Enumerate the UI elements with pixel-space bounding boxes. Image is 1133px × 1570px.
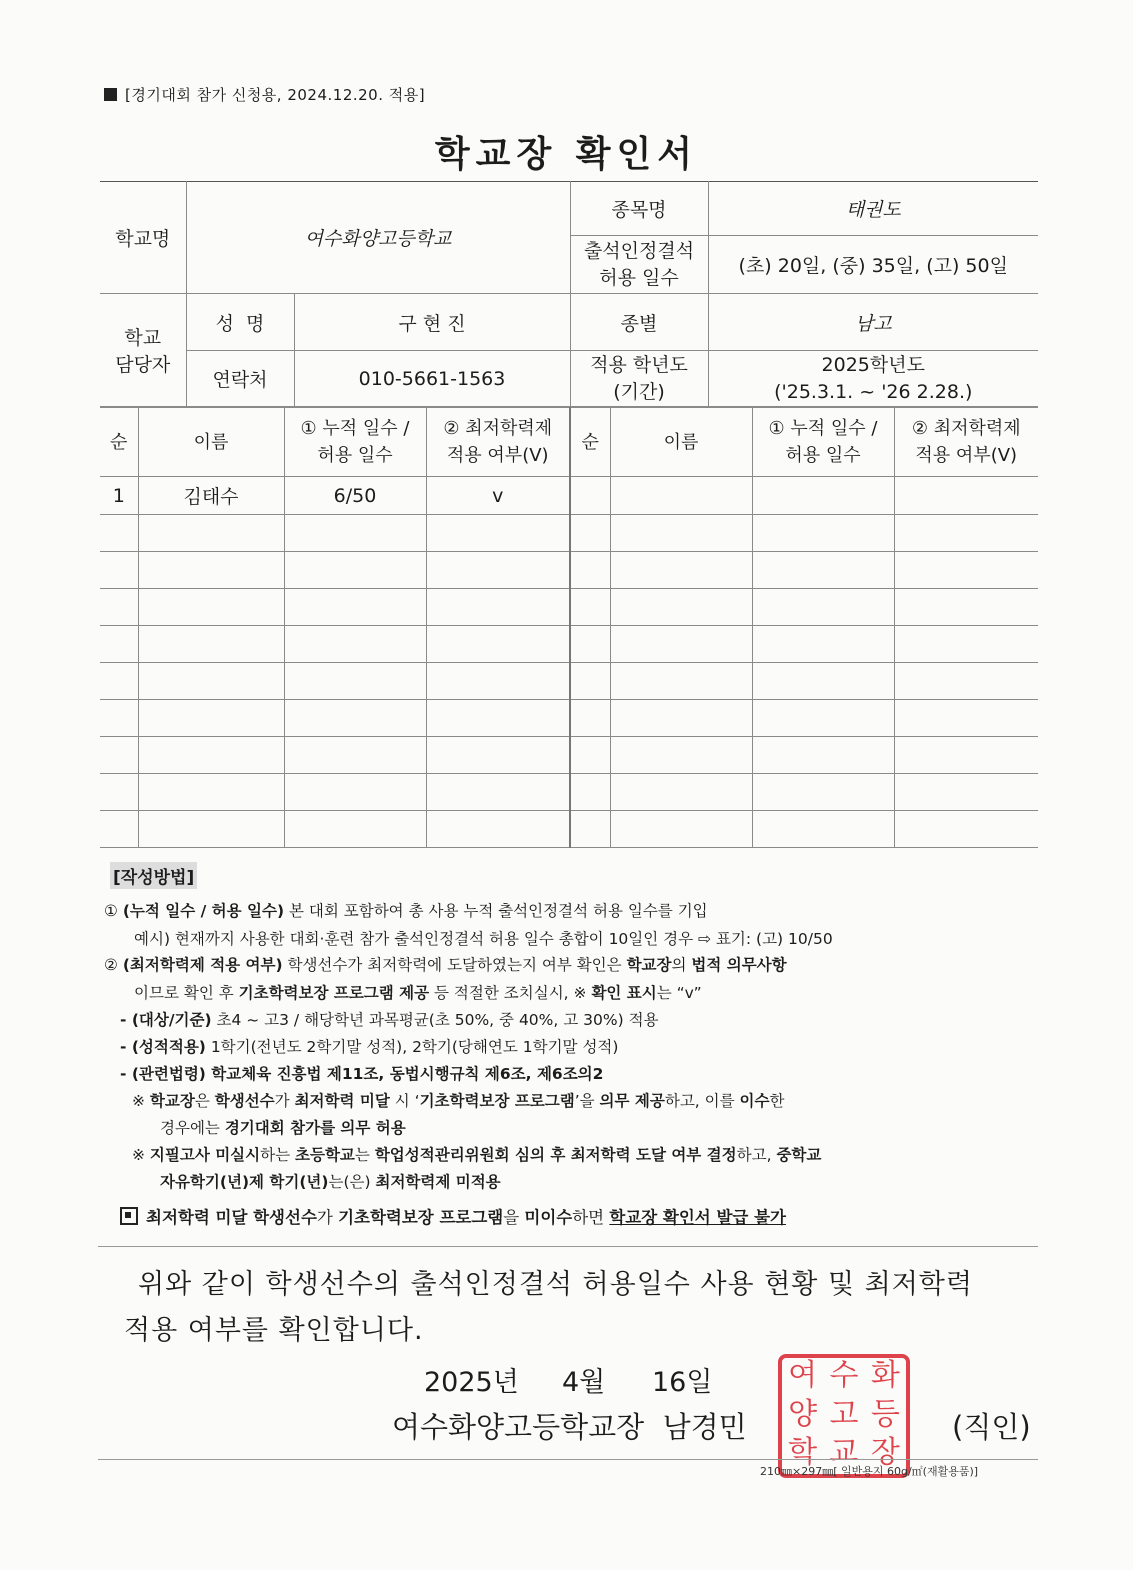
emphasis: 기초학력보장 프로그램 제공 (238, 984, 430, 1002)
text: 가 (274, 1092, 295, 1110)
contact-value: 010-5661-1563 (294, 351, 570, 407)
date-month: 4월 (562, 1367, 606, 1398)
confirmation-text (124, 1262, 1044, 1354)
header-days-2-line1: ① 누적 일수 / (768, 418, 878, 439)
cell (426, 811, 570, 848)
cell (752, 626, 894, 663)
header-min-line1: ② 최저학력제 (443, 418, 553, 439)
cell (100, 515, 138, 552)
cell (284, 700, 426, 737)
method-line-4 (134, 979, 702, 1007)
method-line-6 (120, 1033, 618, 1061)
manager-label-line2: 담당자 (115, 354, 171, 376)
emphasis: 학생선수 (214, 1092, 275, 1110)
emphasis-underlined: 학교장 확인서 발급 불가 (609, 1208, 786, 1227)
row-name: 김태수 (138, 477, 284, 515)
cell (570, 626, 610, 663)
table-row (100, 552, 1038, 589)
text: 본 대회 포함하여 총 사용 누적 출석인정결석 허용 일수를 기입 (284, 902, 708, 920)
method-line-8 (132, 1087, 784, 1115)
row-days: 6/50 (284, 477, 426, 515)
cell (138, 589, 284, 626)
cell (426, 515, 570, 552)
cell (610, 515, 752, 552)
row-name-2 (610, 477, 752, 515)
header-min (426, 408, 570, 477)
emphasis: 학업성적관리위원회 심의 후 최저학력 도달 여부 결정 (374, 1146, 737, 1164)
text: 는(은) (328, 1173, 376, 1191)
seal-char: 등 (870, 1396, 900, 1432)
cell (138, 515, 284, 552)
emphasis: 자유학기(년)제 학기(년) (160, 1173, 329, 1191)
row-min: v (426, 477, 570, 515)
emphasis: 지필고사 미실시 (149, 1146, 261, 1164)
emphasis: 법적 의무사항 (691, 956, 787, 974)
cell (284, 515, 426, 552)
emphasis: - (대상/기준) (120, 1011, 212, 1029)
emphasis: 경기대회 참가를 의무 허용 (224, 1119, 406, 1137)
cell (610, 811, 752, 848)
cell (894, 700, 1038, 737)
row-no-2 (570, 477, 610, 515)
header-name: 이름 (138, 408, 284, 477)
emphasis: 기초학력보장 프로그램 (338, 1208, 504, 1227)
header-min-2 (894, 408, 1038, 477)
cell (138, 737, 284, 774)
contact-label: 연락처 (186, 351, 294, 407)
table-row (100, 515, 1038, 552)
divider-bottom (98, 1459, 1038, 1460)
manager-label (100, 294, 186, 407)
row-days-2 (752, 477, 894, 515)
emphasis: 미이수 (524, 1208, 573, 1227)
table-row (100, 737, 1038, 774)
cell (894, 589, 1038, 626)
text: ※ (132, 1092, 150, 1110)
confirmation-line-1: 위와 같이 학생선수의 출석인정결석 허용일수 사용 현황 및 최저학력 (138, 1269, 973, 1300)
cell (570, 811, 610, 848)
cell (138, 774, 284, 811)
text: 하면 (572, 1208, 610, 1227)
cell (100, 626, 138, 663)
table-row (100, 700, 1038, 737)
cell (752, 811, 894, 848)
cell (894, 626, 1038, 663)
emphasis: 기초학력보장 프로그램 (419, 1092, 575, 1110)
table-row (100, 663, 1038, 700)
cell (284, 737, 426, 774)
attendance-value: (초) 20일, (중) 35일, (고) 50일 (708, 236, 1038, 294)
row-no: 1 (100, 477, 138, 515)
header-days-2 (752, 408, 894, 477)
text: 는 (354, 1146, 375, 1164)
year-value-line2: ('25.3.1. ~ '26 2.28.) (774, 380, 973, 403)
header-days-2-line2: 허용 일수 (785, 445, 861, 466)
text: 학생선수가 최저학력에 도달하였는지 여부 확인은 (282, 956, 627, 974)
seal-label: (직인) (952, 1410, 1031, 1444)
header-days-line1: ① 누적 일수 / (300, 418, 410, 439)
gender-value: 남고 (708, 294, 1038, 351)
emphasis: 중학교 (776, 1146, 822, 1164)
cell (426, 774, 570, 811)
text: 한 (769, 1092, 785, 1110)
emphasis: 학교장 (149, 1092, 195, 1110)
cell (752, 552, 894, 589)
cell (100, 700, 138, 737)
divider (98, 1246, 1038, 1247)
cell (894, 737, 1038, 774)
date-day: 16일 (652, 1367, 713, 1398)
cell (138, 663, 284, 700)
table-row (100, 811, 1038, 848)
cell (570, 737, 610, 774)
method-line-2: 예시) 현재까지 사용한 대회·훈련 참가 출석인정결석 허용 일수 총합이 10일인 경우 ⇨ 표기: (고) 10/50 (134, 930, 833, 948)
confirmation-line-2: 적용 여부를 확인합니다. (124, 1315, 424, 1346)
cell (100, 737, 138, 774)
cell (284, 774, 426, 811)
arrow-box-icon (120, 1207, 138, 1225)
cell (610, 663, 752, 700)
header-min-2-line2: 적용 여부(V) (915, 445, 1018, 466)
seal-char: 여 (788, 1358, 818, 1393)
row-min-2 (894, 477, 1038, 515)
attendance-label (570, 236, 708, 294)
text: 1학기(전년도 2학기말 성적), 2학기(당해연도 1학기말 성적) (205, 1038, 619, 1056)
emphasis: 의무 제공 (599, 1092, 665, 1110)
cell (894, 811, 1038, 848)
year-label (570, 351, 708, 407)
year-label-line2: (기간) (613, 380, 665, 403)
square-bullet-icon (104, 88, 117, 101)
cell (610, 737, 752, 774)
text: 은 (194, 1092, 215, 1110)
cell (100, 774, 138, 811)
table-row (100, 774, 1038, 811)
date-year: 2025년 (424, 1367, 519, 1398)
emphasis: - (성적적용) (120, 1038, 206, 1056)
text: 의 (671, 956, 692, 974)
method-line-3 (104, 951, 787, 979)
cell (426, 700, 570, 737)
cell (570, 552, 610, 589)
cell (100, 811, 138, 848)
seal-char: 학 (788, 1435, 818, 1471)
name-label: 성 명 (186, 294, 294, 351)
name-value: 구 현 진 (294, 294, 570, 351)
cell (894, 515, 1038, 552)
circled-number: ② (104, 956, 118, 974)
cell (610, 589, 752, 626)
cell (426, 552, 570, 589)
attendance-label-line2: 허용 일수 (599, 266, 679, 289)
text: 초4 ~ 고3 / 해당학년 과목평균(초 50%, 중 40%, 고 30%) 적용 (211, 1011, 659, 1029)
cell (570, 663, 610, 700)
cell (752, 663, 894, 700)
cell (138, 626, 284, 663)
cell (100, 552, 138, 589)
seal-char: 장 (870, 1435, 900, 1471)
method-line-9 (160, 1114, 406, 1142)
header-note-text: [경기대회 참가 신청용, 2024.12.20. 적용] (125, 86, 426, 104)
header-no-2: 순 (570, 408, 610, 477)
manager-label-line1: 학교 (124, 327, 162, 349)
cell (610, 626, 752, 663)
cell (894, 774, 1038, 811)
emphasis: 최저학력제 미적용 (375, 1173, 501, 1191)
list-header-row (100, 408, 1038, 477)
cell (284, 626, 426, 663)
text: 이므로 확인 후 (134, 984, 239, 1002)
header-min-line2: 적용 여부(V) (446, 445, 549, 466)
cell (138, 552, 284, 589)
emphasis: 최저학력 미달 (294, 1092, 390, 1110)
event-label: 종목명 (570, 182, 708, 236)
method-line-5 (120, 1006, 659, 1034)
cell (284, 552, 426, 589)
cell (426, 663, 570, 700)
cell (426, 626, 570, 663)
text: 시 ‘ (389, 1092, 420, 1110)
emphasis: (누적 일수 / 허용 일수) (122, 902, 285, 920)
cell (570, 700, 610, 737)
method-line-10 (132, 1141, 821, 1169)
gender-label: 종별 (570, 294, 708, 351)
cell (570, 774, 610, 811)
seal-char: 고 (829, 1396, 859, 1432)
header-name-2: 이름 (610, 408, 752, 477)
table-row (100, 477, 1038, 515)
seal-char: 양 (788, 1396, 818, 1432)
cell (894, 552, 1038, 589)
cell (138, 811, 284, 848)
cell (426, 737, 570, 774)
header-days-line2: 허용 일수 (317, 445, 393, 466)
cell (752, 589, 894, 626)
text: 등 적절한 조치실시, ※ (429, 984, 592, 1002)
seal-char: 교 (829, 1435, 859, 1471)
seal-char: 화 (870, 1358, 900, 1393)
emphasis: 학교장 (626, 956, 672, 974)
cell (100, 663, 138, 700)
text: 하는 (260, 1146, 296, 1164)
footer-note: 210㎜×297㎜[ 일반용지 60g/㎡(재활용품)] (760, 1465, 979, 1478)
text: 을 (503, 1208, 525, 1227)
table-row (100, 626, 1038, 663)
page-title: 학교장 확인서 (434, 134, 699, 175)
info-table (100, 181, 1038, 407)
method-line-7: - (관련법령) 학교체육 진흥법 제11조, 동법시행규칙 제6조, 제6조의2 (120, 1065, 604, 1083)
method-line-1 (104, 897, 708, 925)
emphasis: 최저학력 미달 학생선수 (146, 1208, 317, 1227)
emphasis: 이수 (739, 1092, 770, 1110)
text: 경우에는 (160, 1119, 225, 1137)
emphasis: (최저학력제 적용 여부) (122, 956, 283, 974)
student-list-table (100, 407, 1038, 848)
text: 가 (316, 1208, 339, 1227)
cell (284, 811, 426, 848)
cell (138, 700, 284, 737)
cell (100, 589, 138, 626)
text: 는 “v” (656, 984, 702, 1002)
text: ’을 (574, 1092, 600, 1110)
header-note (104, 84, 425, 105)
cell (284, 589, 426, 626)
method-title: [작성방법] (110, 862, 197, 889)
cell (610, 552, 752, 589)
cell (610, 774, 752, 811)
cell (610, 700, 752, 737)
cell (894, 663, 1038, 700)
cell (752, 737, 894, 774)
year-value (708, 351, 1038, 407)
signer-name: 여수화양고등학교장 남경민 (392, 1410, 747, 1444)
cell (426, 589, 570, 626)
table-row (100, 589, 1038, 626)
header-no: 순 (100, 408, 138, 477)
cell (284, 663, 426, 700)
header-min-2-line1: ② 최저학력제 (911, 418, 1021, 439)
text: ※ (132, 1146, 150, 1164)
header-days (284, 408, 426, 477)
year-label-line1: 적용 학년도 (590, 353, 688, 376)
emphasis: 확인 표시 (591, 984, 657, 1002)
text: 하고, (736, 1146, 777, 1164)
method-line-12 (120, 1204, 786, 1232)
cell (752, 515, 894, 552)
year-value-line1: 2025학년도 (821, 353, 925, 376)
method-line-11 (160, 1168, 501, 1196)
seal-char: 수 (829, 1358, 859, 1393)
school-value: 여수화양고등학교 (186, 182, 570, 294)
school-label: 학교명 (100, 182, 186, 294)
cell (752, 774, 894, 811)
attendance-label-line1: 출석인정결석 (583, 239, 695, 262)
emphasis: 초등학교 (295, 1146, 355, 1164)
cell (570, 515, 610, 552)
text: 하고, 이를 (664, 1092, 740, 1110)
cell (570, 589, 610, 626)
event-value: 태권도 (708, 182, 1038, 236)
cell (752, 700, 894, 737)
circled-number: ① (104, 902, 118, 920)
